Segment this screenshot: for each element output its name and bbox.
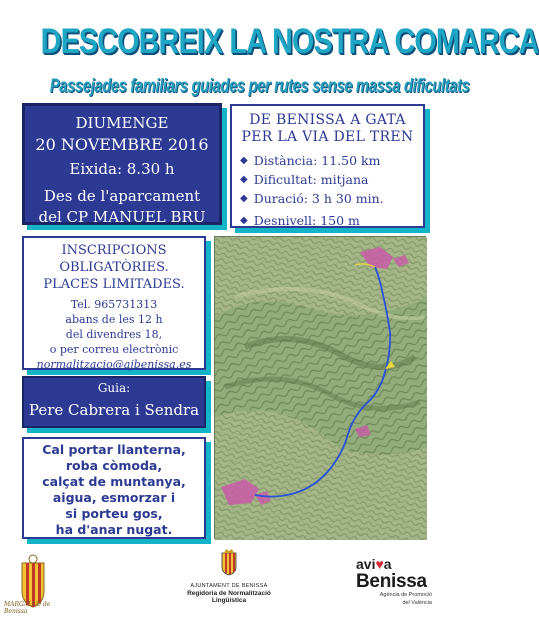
notes-box <box>22 437 206 539</box>
diamond-bullet-icon: ◆ <box>240 193 248 204</box>
guide-label: Guia: <box>97 381 131 395</box>
guide-name: Pere Cabrera i Sendra <box>28 401 200 419</box>
note-line: roba còmoda, <box>65 458 163 473</box>
agency-line1: Agència de Promoció <box>379 592 432 598</box>
route-map-image <box>215 237 427 540</box>
footer-logos <box>0 545 452 639</box>
note-line: calçat de muntanya, <box>42 474 186 489</box>
regidoria-name: Regidoria de Normalització Lingüística <box>187 590 271 604</box>
route-detail-item: ◆ Distància: 11.50 km <box>240 153 381 168</box>
route-title-line2: PER LA VIA DEL TREN <box>241 129 414 145</box>
aviva-wordmark: avi♥a <box>356 556 392 572</box>
route-details-list <box>240 151 415 230</box>
route-map <box>214 236 426 539</box>
margallo-logo-text: MARGALLÓ de Benissa <box>4 601 51 615</box>
benissa-wordmark: Benissa <box>356 571 427 592</box>
avivabenissa-logo <box>356 557 438 606</box>
agency-line2: del València <box>402 599 432 606</box>
registration-detail3: o per correu electrònic <box>49 343 179 356</box>
registration-details <box>24 297 204 372</box>
note-line: ha d'anar nugat. <box>55 522 173 537</box>
route-title-line1: DE BENISSA A GATA <box>249 112 406 128</box>
registration-phone: Tel. 965731313 <box>70 298 158 311</box>
guide-box <box>22 376 206 428</box>
registration-box <box>22 236 206 370</box>
route-info-box <box>230 104 425 228</box>
poster-subtitle: Passejades familiars guiades per rutes sense massa dificultats <box>49 76 470 97</box>
event-place-line2: del CP MANUEL BRU <box>38 208 206 226</box>
coat-of-arms-icon <box>218 549 240 577</box>
diamond-bullet-icon: ◆ <box>240 155 248 166</box>
registration-line3: PLACES LIMITADES. <box>43 277 185 292</box>
registration-email: normalitzacio@ajbenissa.es <box>36 358 192 371</box>
diamond-bullet-icon: ◆ <box>240 174 248 185</box>
diamond-bullet-icon: ◆ <box>240 215 248 226</box>
event-place-line1: Des de l'aparcament <box>43 187 201 205</box>
event-departure: Eixida: 8.30 h <box>69 160 175 178</box>
ajuntament-logo <box>174 549 284 604</box>
route-detail-item: ◆ Desnivell: 150 m <box>240 213 360 228</box>
registration-detail1: abans de les 12 h <box>65 313 163 326</box>
note-line: si porteu gos, <box>65 506 163 521</box>
registration-line1: INSCRIPCIONS <box>61 243 167 258</box>
registration-detail2: del divendres 18, <box>65 328 163 341</box>
event-date: 20 NOVEMBRE 2016 <box>35 135 209 154</box>
note-line: aigua, esmorzar i <box>52 490 176 505</box>
poster-title: DESCOBREIX LA NOSTRA COMARCA <box>40 22 539 61</box>
note-line: Cal portar llanterna, <box>42 442 186 457</box>
route-detail-item: ◆ Duració: 3 h 30 min. <box>240 191 384 206</box>
event-day: DIUMENGE <box>75 114 169 132</box>
ajuntament-name: AJUNTAMENT DE BENISSA <box>190 583 268 589</box>
route-detail-item: ◆ Dificultat: mitjana <box>240 172 369 187</box>
event-date-box <box>22 103 222 225</box>
heart-icon: ♥ <box>375 556 384 572</box>
registration-line2: OBLIGATÒRIES. <box>59 260 169 275</box>
